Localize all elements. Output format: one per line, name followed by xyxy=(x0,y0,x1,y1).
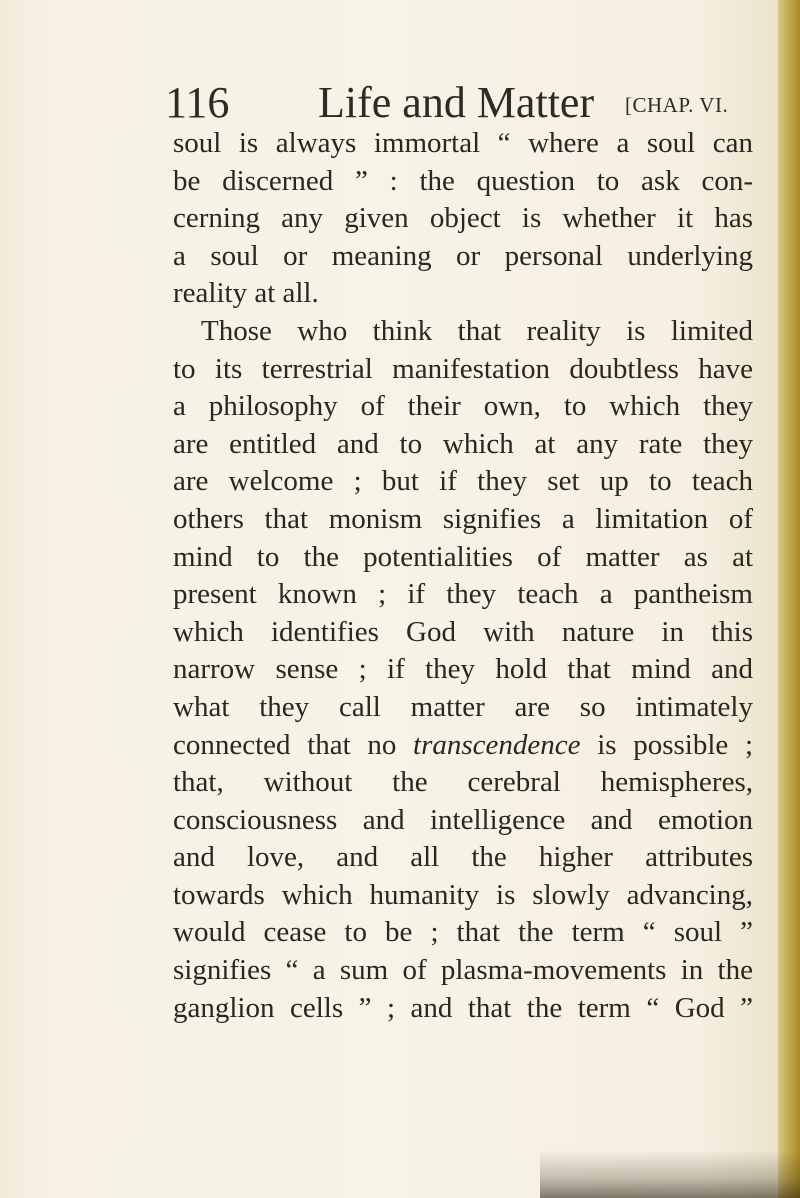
text-line-with-emphasis xyxy=(173,727,753,765)
text-line: mind to the potentialities of matter as at xyxy=(173,540,753,573)
text-line: what they call matter are so intimately xyxy=(173,690,753,723)
text-segment: is possible ; xyxy=(597,728,754,761)
page-edge xyxy=(778,0,800,1198)
text-line: Those who think that reality is limited xyxy=(201,314,753,347)
text-line: consciousness and intelligence and emotion xyxy=(173,803,753,836)
running-title: Life and Matter xyxy=(318,78,595,127)
body-text xyxy=(173,125,753,1027)
text-line: signifies “ a sum of plasma-movements in the xyxy=(173,954,753,987)
text-line: to its terrestrial manifestation doubtless have xyxy=(173,352,753,385)
text-line: narrow sense ; if they hold that mind and xyxy=(173,653,753,686)
chapter-reference: [CHAP. VI. xyxy=(625,93,729,117)
text-line: that, without the cerebral hemispheres, xyxy=(173,766,753,799)
text-line: towards which humanity is slowly advancing, xyxy=(173,878,753,911)
text-line: which identifies God with nature in this xyxy=(173,615,753,648)
text-segment: connected that no xyxy=(173,728,397,761)
page-shadow xyxy=(540,1150,800,1198)
text-line: a philosophy of their own, to which they xyxy=(173,390,753,423)
text-line: present known ; if they teach a pantheism xyxy=(173,578,753,611)
text-line: would cease to be ; that the term “ soul ” xyxy=(173,916,753,949)
text-line: others that monism signifies a limitation of xyxy=(173,502,753,535)
text-line: be discerned ” : the question to ask con- xyxy=(173,164,753,197)
text-line: and love, and all the higher attributes xyxy=(173,841,753,874)
text-line: ganglion cells ” ; and that the term “ God ” xyxy=(173,991,753,1024)
text-line: are welcome ; but if they set up to teach xyxy=(173,465,753,498)
text-line: soul is always immortal “ where a soul can xyxy=(173,127,753,159)
text-line: a soul or meaning or personal underlying xyxy=(173,239,753,272)
page-header xyxy=(0,78,780,128)
italic-term: transcendence xyxy=(413,728,581,761)
page-number: 116 xyxy=(165,78,230,127)
text-line: are entitled and to which at any rate they xyxy=(173,427,753,460)
text-line: cerning any given object is whether it has xyxy=(173,202,753,235)
text-line: reality at all. xyxy=(173,277,319,310)
